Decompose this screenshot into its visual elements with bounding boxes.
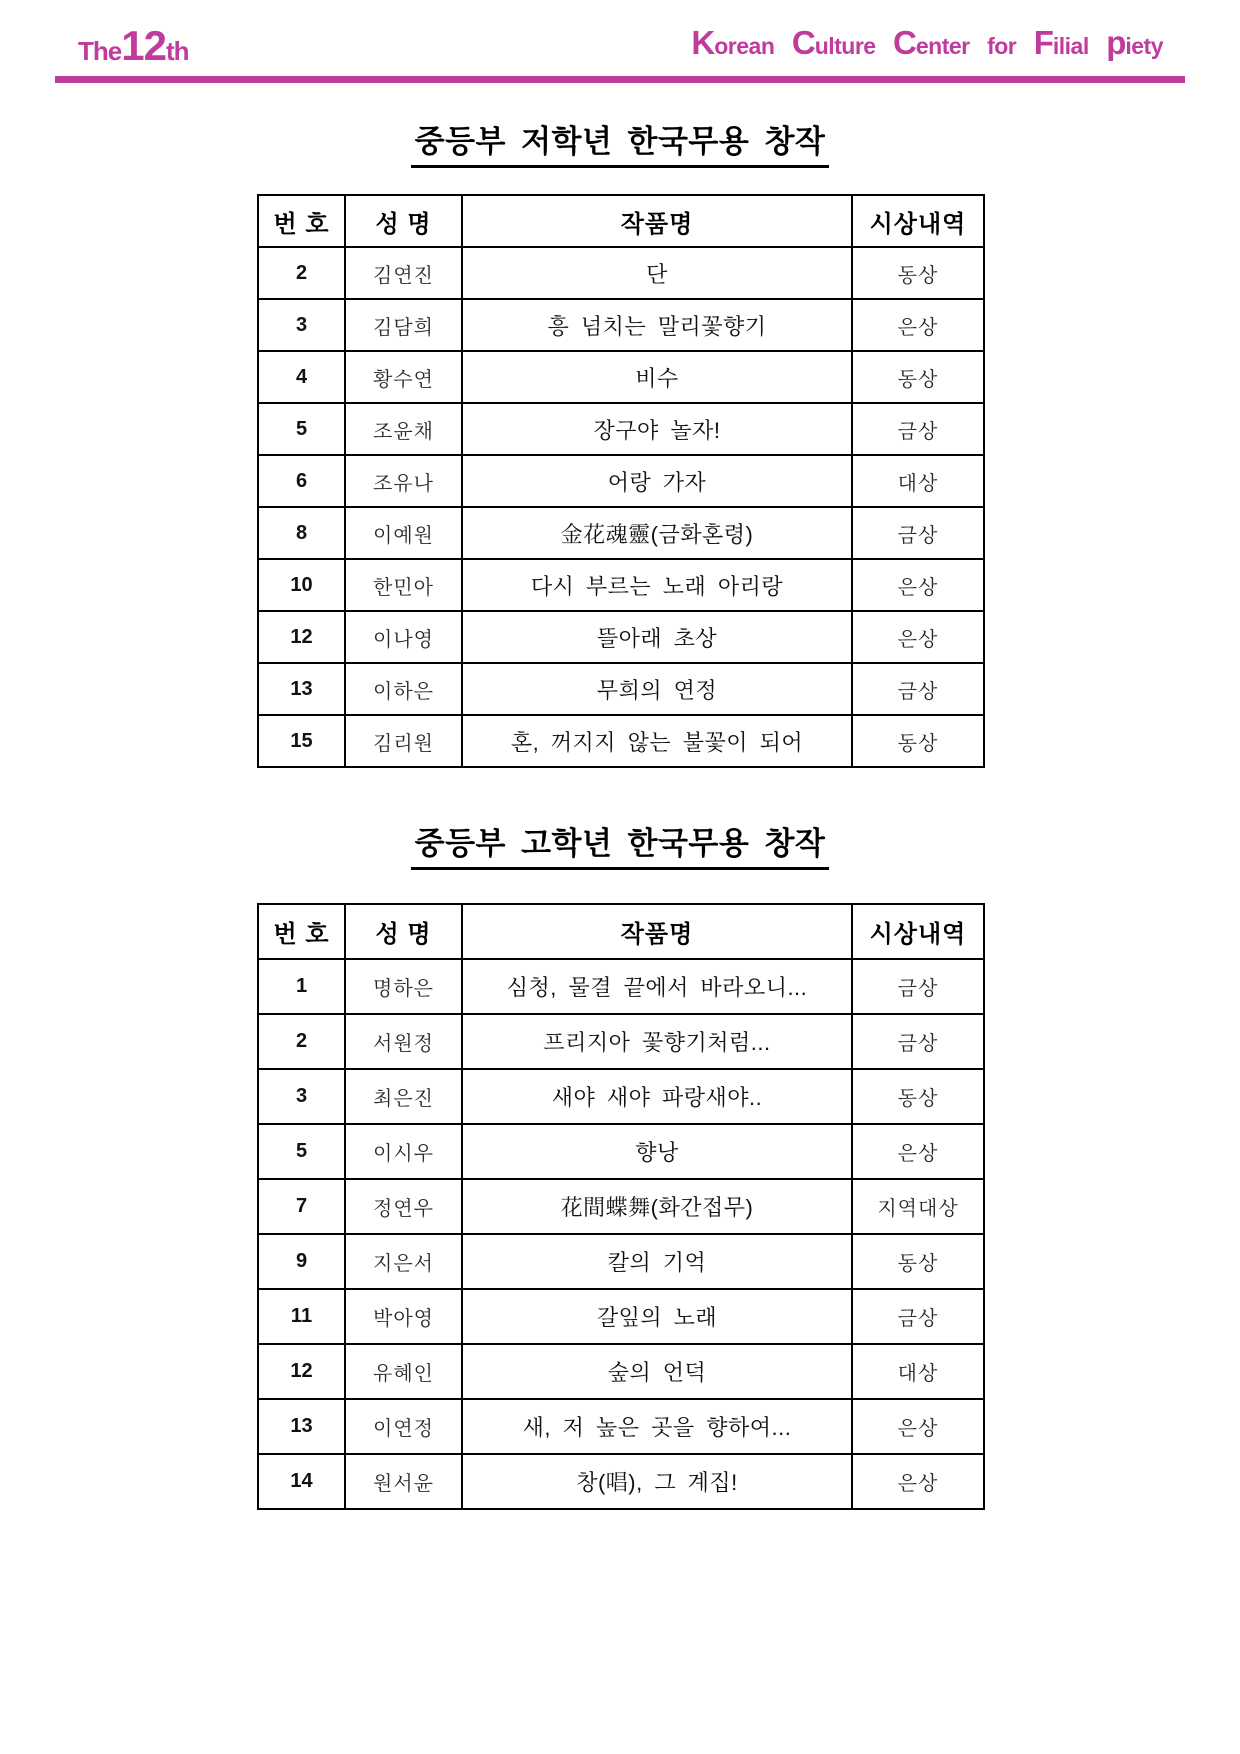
- table-row: [258, 663, 984, 715]
- table-row: [258, 715, 984, 767]
- brand-word-initial: F: [1033, 24, 1053, 61]
- entry-award: 동상: [852, 1234, 984, 1289]
- entry-name: 박아영: [345, 1289, 462, 1344]
- edition-logo: [78, 22, 189, 70]
- entry-number: 12: [258, 1344, 345, 1399]
- brand-word: [792, 24, 876, 62]
- entry-work-title: 숲의 언덕: [462, 1344, 852, 1399]
- entry-award: 금상: [852, 959, 984, 1014]
- awards-table-senior: [257, 903, 985, 1510]
- brand-word-rest: ilial: [1052, 33, 1089, 59]
- entry-number: 5: [258, 1124, 345, 1179]
- entry-number: 3: [258, 1069, 345, 1124]
- brand-word: [987, 24, 1016, 62]
- entry-number: 7: [258, 1179, 345, 1234]
- section-title-junior: [257, 116, 983, 168]
- entry-work-title: 프리지아 꽃향기처럼...: [462, 1014, 852, 1069]
- section-title-text: 중등부 고학년 한국무용 창작: [411, 818, 830, 870]
- entry-name: 조윤채: [345, 403, 462, 455]
- entry-number: 2: [258, 247, 345, 299]
- table-row: [258, 1344, 984, 1399]
- table-row: [258, 247, 984, 299]
- table-row: [258, 1124, 984, 1179]
- table-row: [258, 959, 984, 1014]
- entry-number: 14: [258, 1454, 345, 1509]
- brand-word-initial: p: [1106, 24, 1126, 61]
- entry-name: 김리원: [345, 715, 462, 767]
- entry-award: 동상: [852, 715, 984, 767]
- entry-award: 금상: [852, 507, 984, 559]
- entry-name: 이예원: [345, 507, 462, 559]
- brand-word: [691, 24, 774, 62]
- entry-number: 1: [258, 959, 345, 1014]
- header-divider: [55, 76, 1185, 83]
- entry-award: 은상: [852, 559, 984, 611]
- entry-name: 정연우: [345, 1179, 462, 1234]
- entry-award: 동상: [852, 351, 984, 403]
- entry-number: 12: [258, 611, 345, 663]
- entry-number: 9: [258, 1234, 345, 1289]
- entry-award: 은상: [852, 1454, 984, 1509]
- table-row: [258, 403, 984, 455]
- section-title-senior: [257, 818, 983, 870]
- brand-word: [1034, 24, 1089, 62]
- entry-work-title: 단: [462, 247, 852, 299]
- entry-award: 금상: [852, 1289, 984, 1344]
- col-header-award: 시상내역: [852, 904, 984, 959]
- entry-name: 최은진: [345, 1069, 462, 1124]
- table-header-row: [258, 195, 984, 247]
- entry-award: 동상: [852, 1069, 984, 1124]
- entry-award: 금상: [852, 403, 984, 455]
- entry-work-title: 뜰아래 초상: [462, 611, 852, 663]
- entry-work-title: 다시 부르는 노래 아리랑: [462, 559, 852, 611]
- brand-word-rest: orean: [714, 33, 775, 59]
- entry-number: 15: [258, 715, 345, 767]
- brand-word-rest: enter: [915, 33, 970, 59]
- col-header-name: 성 명: [345, 904, 462, 959]
- entry-work-title: 갈잎의 노래: [462, 1289, 852, 1344]
- entry-work-title: 칼의 기억: [462, 1234, 852, 1289]
- table-row: [258, 351, 984, 403]
- edition-number: 12: [121, 22, 166, 69]
- entry-award: 은상: [852, 1399, 984, 1454]
- entry-name: 원서윤: [345, 1454, 462, 1509]
- entry-work-title: 새야 새야 파랑새야..: [462, 1069, 852, 1124]
- entry-work-title: 창(唱), 그 계집!: [462, 1454, 852, 1509]
- entry-name: 황수연: [345, 351, 462, 403]
- col-header-number: 번 호: [258, 195, 345, 247]
- col-header-award: 시상내역: [852, 195, 984, 247]
- awards-table-junior: [257, 194, 985, 768]
- brand-word-rest: for: [987, 33, 1017, 59]
- entry-work-title: 흥 넘치는 말리꽃향기: [462, 299, 852, 351]
- entry-award: 은상: [852, 299, 984, 351]
- col-header-work: 작품명: [462, 904, 852, 959]
- entry-award: 금상: [852, 1014, 984, 1069]
- table-row: [258, 611, 984, 663]
- entry-award: 대상: [852, 455, 984, 507]
- table-row: [258, 299, 984, 351]
- entry-work-title: 金花魂靈(금화혼령): [462, 507, 852, 559]
- entry-number: 13: [258, 663, 345, 715]
- entry-name: 이하은: [345, 663, 462, 715]
- brand-word-rest: iety: [1125, 33, 1163, 59]
- table-header-row: [258, 904, 984, 959]
- entry-name: 이연정: [345, 1399, 462, 1454]
- table-row: [258, 1399, 984, 1454]
- entry-work-title: 비수: [462, 351, 852, 403]
- entry-work-title: 花間蝶舞(화간접무): [462, 1179, 852, 1234]
- table-row: [258, 507, 984, 559]
- entry-name: 유혜인: [345, 1344, 462, 1399]
- entry-work-title: 심청, 물결 끝에서 바라오니...: [462, 959, 852, 1014]
- entry-number: 6: [258, 455, 345, 507]
- table-row: [258, 559, 984, 611]
- entry-work-title: 어랑 가자: [462, 455, 852, 507]
- entry-number: 10: [258, 559, 345, 611]
- entry-number: 5: [258, 403, 345, 455]
- entry-work-title: 향낭: [462, 1124, 852, 1179]
- entry-work-title: 장구야 놀자!: [462, 403, 852, 455]
- entry-name: 명하은: [345, 959, 462, 1014]
- entry-award: 지역대상: [852, 1179, 984, 1234]
- entry-award: 은상: [852, 1124, 984, 1179]
- entry-number: 2: [258, 1014, 345, 1069]
- entry-number: 3: [258, 299, 345, 351]
- entry-name: 한민아: [345, 559, 462, 611]
- entry-name: 지은서: [345, 1234, 462, 1289]
- table-row: [258, 1014, 984, 1069]
- table-row: [258, 1179, 984, 1234]
- brand-word: [1106, 24, 1163, 62]
- table-row: [258, 1069, 984, 1124]
- entry-number: 13: [258, 1399, 345, 1454]
- table-row: [258, 455, 984, 507]
- entry-name: 이시우: [345, 1124, 462, 1179]
- entry-number: 4: [258, 351, 345, 403]
- section-title-text: 중등부 저학년 한국무용 창작: [411, 116, 830, 168]
- table-row: [258, 1289, 984, 1344]
- table-row: [258, 1234, 984, 1289]
- brand-word: [893, 24, 970, 62]
- organization-logo: [691, 24, 1163, 62]
- table-row: [258, 1454, 984, 1509]
- entry-name: 이나영: [345, 611, 462, 663]
- brand-word-initial: C: [791, 24, 815, 61]
- entry-award: 금상: [852, 663, 984, 715]
- entry-name: 김담희: [345, 299, 462, 351]
- entry-number: 8: [258, 507, 345, 559]
- entry-name: 김연진: [345, 247, 462, 299]
- entry-name: 서원정: [345, 1014, 462, 1069]
- col-header-work: 작품명: [462, 195, 852, 247]
- entry-award: 동상: [852, 247, 984, 299]
- entry-work-title: 혼, 꺼지지 않는 불꽃이 되어: [462, 715, 852, 767]
- entry-award: 은상: [852, 611, 984, 663]
- entry-name: 조유나: [345, 455, 462, 507]
- entry-work-title: 무희의 연정: [462, 663, 852, 715]
- edition-prefix: The: [78, 36, 122, 66]
- col-header-name: 성 명: [345, 195, 462, 247]
- brand-word-rest: ulture: [814, 33, 876, 59]
- entry-work-title: 새, 저 높은 곳을 향하여...: [462, 1399, 852, 1454]
- brand-word-initial: C: [893, 24, 916, 61]
- col-header-number: 번 호: [258, 904, 345, 959]
- brand-word-initial: K: [691, 24, 715, 61]
- entry-award: 대상: [852, 1344, 984, 1399]
- edition-suffix: th: [165, 36, 189, 66]
- entry-number: 11: [258, 1289, 345, 1344]
